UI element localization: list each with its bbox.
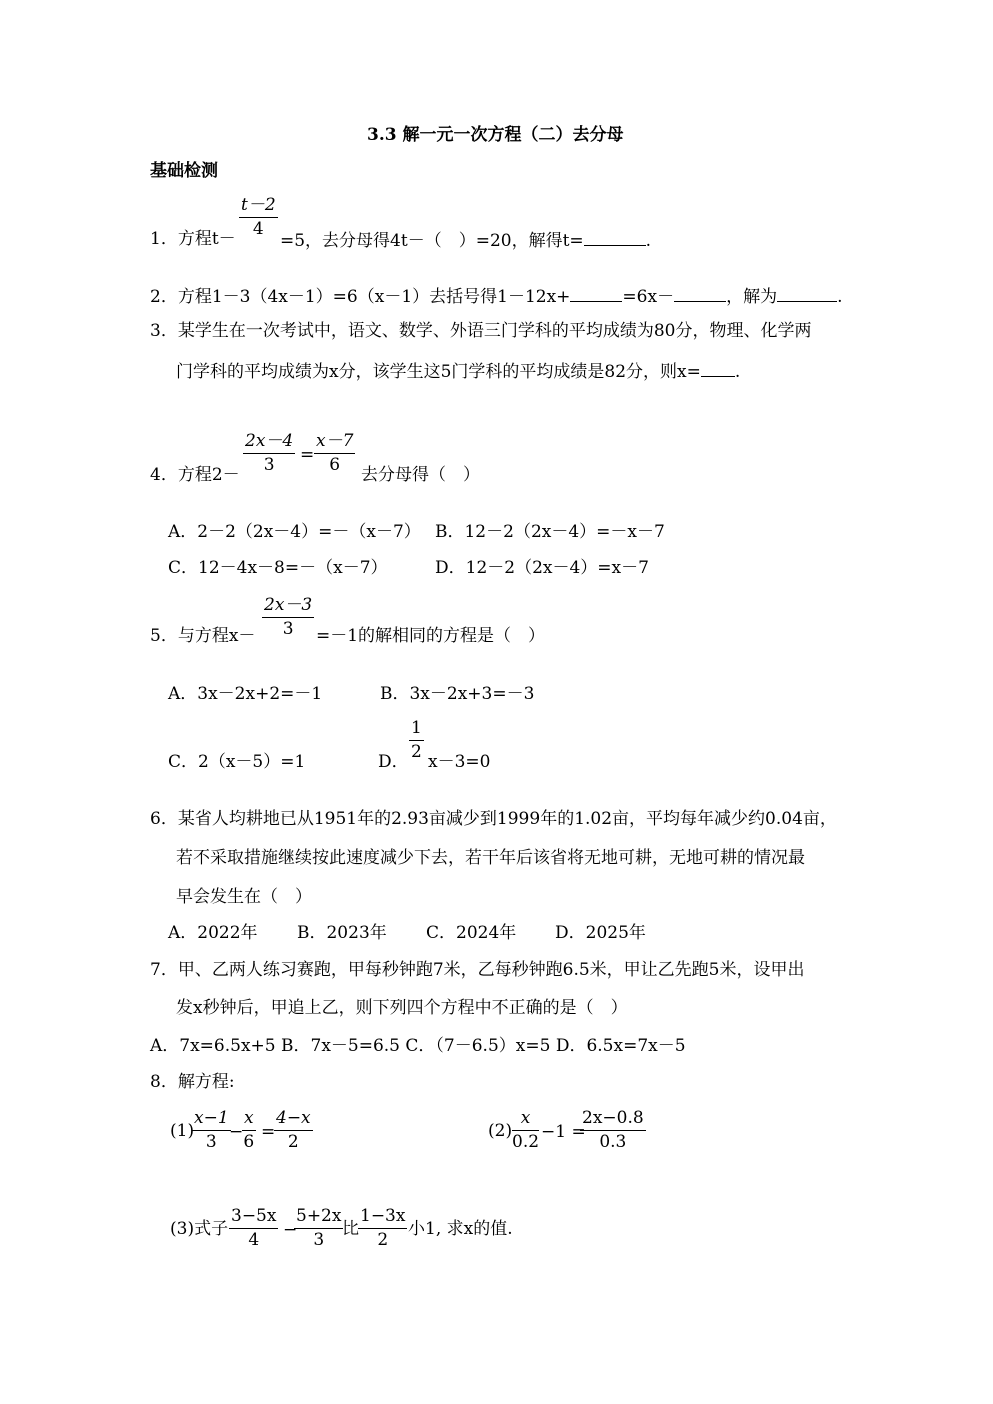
q4-f2-num: x－7 (314, 433, 355, 454)
q5-option-d-label[interactable]: D． (378, 752, 409, 772)
q3-end: . (734, 362, 741, 382)
section-heading: 基础检测 (150, 161, 218, 181)
q8-p2-fraction-2 (580, 1110, 646, 1151)
q7-line-1: 7．甲、乙两人练习赛跑，甲每秒钟跑7米，乙每秒钟跑6.5米，甲让乙先跑5米，设甲出 (150, 960, 805, 980)
q8-p1-f1-num: x−1 (192, 1110, 231, 1131)
q4-option-d[interactable]: D．12－2（2x－4）=x－7 (435, 558, 649, 578)
q8-p3-f1-num: 3−5x (229, 1208, 278, 1229)
q2-text-b: =6x－ (622, 287, 675, 307)
q8-p1-fraction-1 (192, 1110, 231, 1151)
q6-option-c[interactable]: C．2024年 (426, 923, 517, 943)
q4-option-c[interactable]: C．12－4x－8=－（x－7） (168, 558, 388, 578)
q5-optd-den: 2 (411, 742, 422, 762)
q5-option-c[interactable]: C．2（x－5）=1 (168, 752, 306, 772)
q8-p3-fraction-2 (294, 1208, 343, 1249)
q1-end: . (645, 231, 652, 251)
q4-fraction-1 (243, 433, 295, 474)
q3-line-2: 门学科的平均成绩为x分，该学生这5门学科的平均成绩是82分，则x= (176, 362, 701, 382)
q8-p3-f3-num: 1−3x (358, 1208, 407, 1229)
q5-option-d-text: x－3=0 (428, 752, 491, 772)
q5-text-b: =－1的解相同的方程是（ ） (316, 626, 546, 646)
q8-p3-bi: 比 (342, 1219, 359, 1239)
q8-part3-label: (3)式子 (170, 1219, 229, 1239)
q1-answer-blank[interactable] (584, 231, 646, 246)
q4-f1-den: 3 (263, 455, 275, 475)
q8-p2-f2-num: 2x−0.8 (580, 1110, 646, 1131)
page-title: 3.3 解一元一次方程（二）去分母 (367, 125, 624, 145)
q8-p3-f1-den: 4 (248, 1230, 260, 1250)
q6-line-1: 6．某省人均耕地已从1951年的2.93亩减少到1999年的1.02亩，平均每年减少约0.04亩， (150, 809, 837, 829)
q8-p3-f3-den: 2 (377, 1230, 389, 1250)
q8-part2-label: (2) (488, 1121, 513, 1141)
q1-text-b: =5，去分母得4t－（ ）=20，解得t= (280, 231, 584, 251)
q5-option-d-fraction (409, 720, 424, 761)
q5-text-a: 5．与方程x－ (150, 626, 256, 646)
q5-frac-den: 3 (282, 619, 294, 639)
q4-option-b[interactable]: B．12－2（2x－4）=－x－7 (435, 522, 665, 542)
q8-p2-mid: −1 = (541, 1122, 586, 1142)
q1-text-a: 1．方程t－ (150, 229, 236, 249)
q5-option-b[interactable]: B．3x－2x+3=－3 (380, 684, 535, 704)
q1-frac-den: 4 (252, 219, 264, 239)
q8-p2-f1-den: 0.2 (512, 1132, 540, 1152)
q2-blank-1[interactable] (570, 287, 622, 302)
q8-p3-tail: 小1, 求x的值. (408, 1219, 513, 1239)
q8-p1-f3-den: 2 (287, 1132, 299, 1152)
q4-option-a[interactable]: A．2－2（2x－4）=－（x－7） (168, 522, 421, 542)
q8-p2-f2-den: 0.3 (599, 1132, 627, 1152)
q2-blank-2[interactable] (674, 287, 726, 302)
q8-p1-f2-num: x (242, 1110, 256, 1131)
q4-fraction-2 (314, 433, 355, 474)
q6-option-a[interactable]: A．2022年 (168, 923, 258, 943)
question-3 (176, 362, 740, 381)
q8-p1-minus: − (229, 1122, 244, 1142)
q2-blank-3[interactable] (777, 287, 837, 302)
q5-optd-num: 1 (409, 720, 424, 741)
q8-p1-f2-den: 6 (243, 1132, 255, 1152)
q5-option-a[interactable]: A．3x－2x+2=－1 (168, 684, 323, 704)
q1-fraction (239, 197, 278, 238)
q4-f1-num: 2x－4 (243, 433, 295, 454)
question-1 (280, 231, 651, 250)
q2-text-a: 2．方程1－3（4x－1）=6（x－1）去括号得1－12x+ (150, 287, 571, 307)
q8-p3-f2-num: 5+2x (294, 1208, 343, 1229)
q8-p3-fraction-3 (358, 1208, 407, 1249)
q8-p1-f3-num: 4−x (274, 1110, 313, 1131)
q8-p2-fraction-1 (512, 1110, 539, 1151)
q8-p1-fraction-3 (274, 1110, 313, 1151)
q8-p3-fraction-1 (229, 1208, 278, 1249)
q2-end: . (837, 287, 843, 307)
q1-frac-num: t－2 (239, 197, 278, 218)
q8-p1-f1-den: 3 (205, 1132, 217, 1152)
q3-answer-blank[interactable] (701, 362, 735, 377)
q8-p2-f1-num: x (512, 1110, 539, 1131)
q3-line-1: 3．某学生在一次考试中，语文、数学、外语三门学科的平均成绩为80分，物理、化学两 (150, 321, 812, 341)
q4-equals: = (300, 445, 315, 465)
q6-option-b[interactable]: B．2023年 (297, 923, 387, 943)
q7-line-2: 发x秒钟后，甲追上乙，则下列四个方程中不正确的是（ ） (176, 998, 628, 1018)
question-2 (150, 287, 842, 306)
q4-f2-den: 6 (329, 455, 341, 475)
q8-p3-f2-den: 3 (313, 1230, 325, 1250)
q8-heading: 8．解方程: (150, 1072, 235, 1092)
q8-p1-fraction-2 (242, 1110, 256, 1151)
q4-text-a: 4．方程2－ (150, 465, 240, 485)
q4-text-b: 去分母得（ ） (361, 465, 480, 485)
q6-option-d[interactable]: D．2025年 (555, 923, 646, 943)
q8-p3-minus: − (283, 1220, 298, 1240)
q5-frac-num: 2x－3 (262, 597, 314, 618)
q8-p1-equals: = (261, 1122, 276, 1142)
q6-line-2: 若不采取措施继续按此速度减少下去，若干年后该省将无地可耕，无地可耕的情况最 (176, 848, 805, 868)
q8-part1-label: (1) (170, 1121, 195, 1141)
q5-fraction (262, 597, 314, 638)
q6-line-3: 早会发生在（ ） (176, 887, 312, 907)
q7-options[interactable]: A．7x=6.5x+5 B．7x－5=6.5 C．（7－6.5）x=5 D．6.5x=7x－5 (150, 1036, 686, 1056)
q2-text-c: ，解为 (726, 287, 778, 307)
